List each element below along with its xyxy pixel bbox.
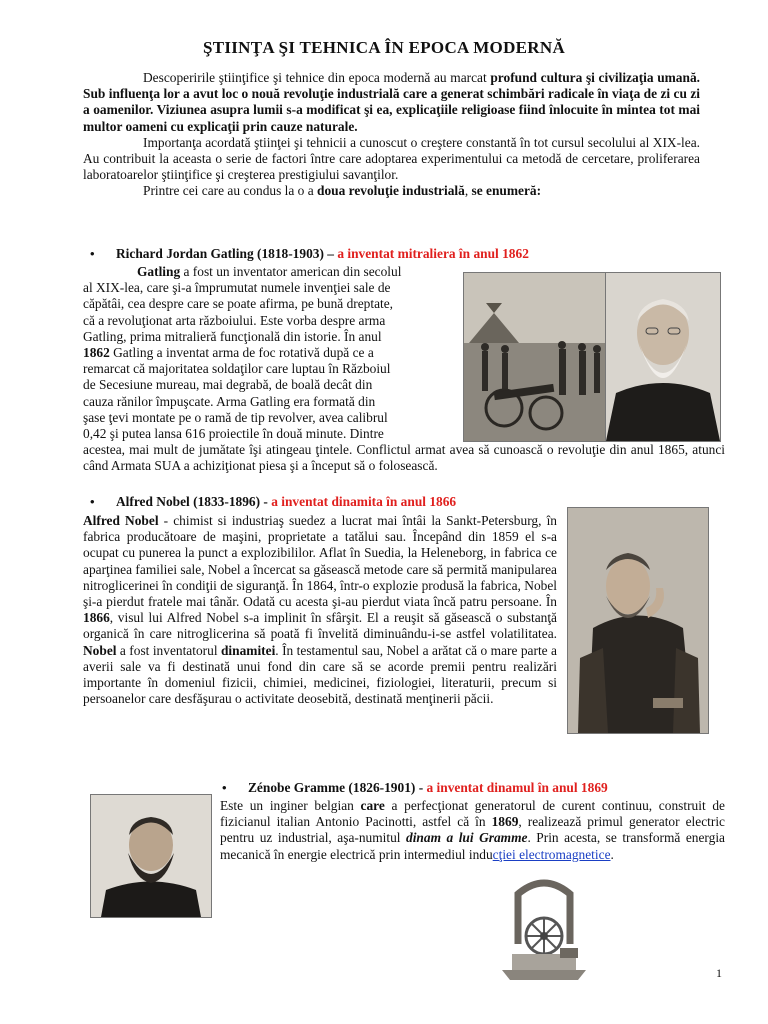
gatling-tail: acestea, mai mult de jumătate îşi atingeau ţintele. Conflictul armat avea să cunoască o revoluţie din anul 1865, atunci când Armata SUA a achiziţionat piesa şi a început să o folosească. [83,442,725,474]
gatling-text [83,264,453,442]
nobel-heading-red: a inventat dinamita în anul 1866 [271,494,457,509]
gatling-line-6 [83,345,453,361]
nobel-text-3: a fost inventatorul [116,642,221,658]
gatling-name: Gatling [137,264,181,279]
nobel-year: 1866 [83,610,110,626]
gramme-text-1: Este un inginer belgian [220,798,361,813]
gramme-care: care [360,798,385,813]
gatling-year: 1862 [83,345,110,361]
intro-p3-sep: , [464,183,472,199]
intro-paragraph-1 [83,70,700,135]
gatling-line-1 [83,264,453,280]
gatling-gun-scene-icon [464,273,606,441]
gatling-portrait-icon [606,273,720,441]
nobel-text [83,513,557,707]
gramme-dynamo-illustration [498,874,590,984]
nobel-heading-text: Alfred Nobel (1833-1896) - [116,494,272,509]
gramme-year: 1869 [491,814,519,830]
gatling-line-9: cauza rănilor împuşcate. Arma Gatling era formată din [83,393,376,409]
gatling-line-2: al XIX-lea, care şi-a împrumutat numele invenţiei sale de [83,280,391,296]
nobel-text-4: . În testamentul sau, Nobel a arătat că o mare parte a averii sale va fi destinată unui fond din care să se acorde premii pentru realizări importante în domeniul fizicii, chimiei, medicinei, fiziologiei, literaturii, precum si persoanelor care desfăşurau o activitate deosebită, destinată menţinerii păcii. [83,642,558,707]
gramme-heading-text: Zénobe Gramme (1826-1901) - [248,780,427,795]
gramme-dinam: dinam a lui Gramme [406,830,528,846]
intro-p3-end: se enumeră: [471,183,542,199]
bullet: • [222,780,227,795]
gatling-heading-red: a inventat mitraliera în anul 1862 [337,246,529,261]
nobel-portrait-icon [568,508,708,733]
gatling-line-3: căpătâi, cea despre care se poate afirma, pe bună dreptate, [83,296,394,312]
gatling-line-1-text: a fost un inventator american din secolul [183,264,402,279]
gatling-heading [90,246,710,262]
electromagnetic-induction-link[interactable]: cţiei electromagnetice [492,846,611,862]
gatling-line-5: Gatling, prima mitralieră funcţională din istorie. În anul [83,328,382,344]
intro-p1-bold: profund cultura şi civilizaţia umană. Sub influenţa lor a avut loc o nouă revoluţie industrială care a generat schimbări radicale în viaţa de zi cu zi a oamenilor. Viziunea asupra lumii s-a modificat şi ea, explicaţiile religioase fiind înlocuite în mintea tot mai multor oameni cu explicaţii prin cauze naturale. [83,70,700,134]
intro-text [83,70,700,200]
intro-paragraph-2: Importanţa acordată ştiinţei şi tehnicii a cunoscut o creştere constantă în tot cursul secolului al XIX-lea. Au contribuit la aceasta o serie de factori între care adoptarea experimentului ca metodă de cercetare, proliferarea laboratoarelor ştiinţifice şi creşterea prestigiului savanţilor. [83,134,700,183]
bullet: • [90,494,95,509]
gramme-heading [222,780,722,796]
gatling-line-8: de Secesiune mureau, mai degrabă, de boală decât din [83,377,373,393]
page-number: 1 [716,966,722,980]
nobel-bold: Nobel [83,642,117,658]
bullet: • [90,246,95,261]
gatling-line-7: remarcat că majoritatea soldaţilor care luptau în Războiul [83,361,391,377]
nobel-portrait-photo [567,507,709,734]
gramme-text-3: , realizează primul generator electric pentru uz industrial, aşa-numitul [220,814,725,846]
gramme-text-6: . [610,846,614,862]
gatling-heading-text: Richard Jordan Gatling (1818-1903) – [116,246,338,261]
gramme-text-5: indu [468,846,493,862]
gatling-line-6-text: Gatling a inventat arma de foc rotativă după ce a [113,345,374,361]
gatling-line-4: că a revoluţionat arta războiului. Este vorba despre arma [83,312,386,328]
nobel-text-1: - chimist si industriaş suedez a lucrat mai întâi la Sankt-Petersburg, în fabrica producătoare de maşini, proprietate a tatălui sau. Începând din 1859 el s-a ocupat cu punerea la punct a explozibililor. Aflat în Suedia, la Heleneborg, in fabrica ce aparţinea familiei sale, Nobel a încercat sa găsească metode care să permită manipularea nitroglicerinei în condiţii de siguranţă. În 1864, într-o explozie produsă la fabrica, Nobel şi-a pierdut fratele mai tânăr. Odată cu acesta şi-au pierdut viata încă patru persoane. În [83,513,558,610]
gatling-portrait-photo [605,272,721,442]
intro-p3-start: Printre cei care au condus la o a [143,183,317,199]
gramme-text [220,798,725,863]
gramme-text-2: a perfecţionat generatorul de curent continuu, construit de fizicianul italian Antonio Pacinotti, astfel că în [220,798,725,830]
gramme-portrait-photo [90,794,212,918]
nobel-name: Alfred Nobel [83,513,159,528]
dynamo-icon [498,874,590,984]
gatling-gun-photo [463,272,607,442]
page-title: ŞTIINŢA ŞI TEHNICA ÎN EPOCA MODERNĂ [202,38,566,57]
gramme-heading-red: a inventat dinamul în anul 1869 [426,780,608,795]
intro-p1-start: Descoperirile ştiinţifice şi tehnice din epoca modernă au marcat [143,70,491,85]
gatling-line-11: 0,42 şi putea lansa 616 proiectile în două minute. Dintre [83,426,384,442]
nobel-text-2: , visul lui Alfred Nobel s-a implinit în sfârşit. El a reuşit să găsească o substanţă organică în care nitroglicerina să poată fi învelită diminuându-i-se astfel volatilitatea. [83,610,557,642]
gatling-line-10: şase ţevi montate pe o ramă de tip revolver, avea calibrul [83,409,388,425]
gramme-portrait-icon [91,795,211,917]
intro-paragraph-3 [83,183,700,199]
gramme-text-4: . Prin acesta, se transformă energia mecanică în energie electrică prin intermediul [220,830,725,862]
nobel-dinamitei: dinamitei [220,642,276,658]
intro-p3-bold: doua revoluţie industrială [317,183,465,199]
